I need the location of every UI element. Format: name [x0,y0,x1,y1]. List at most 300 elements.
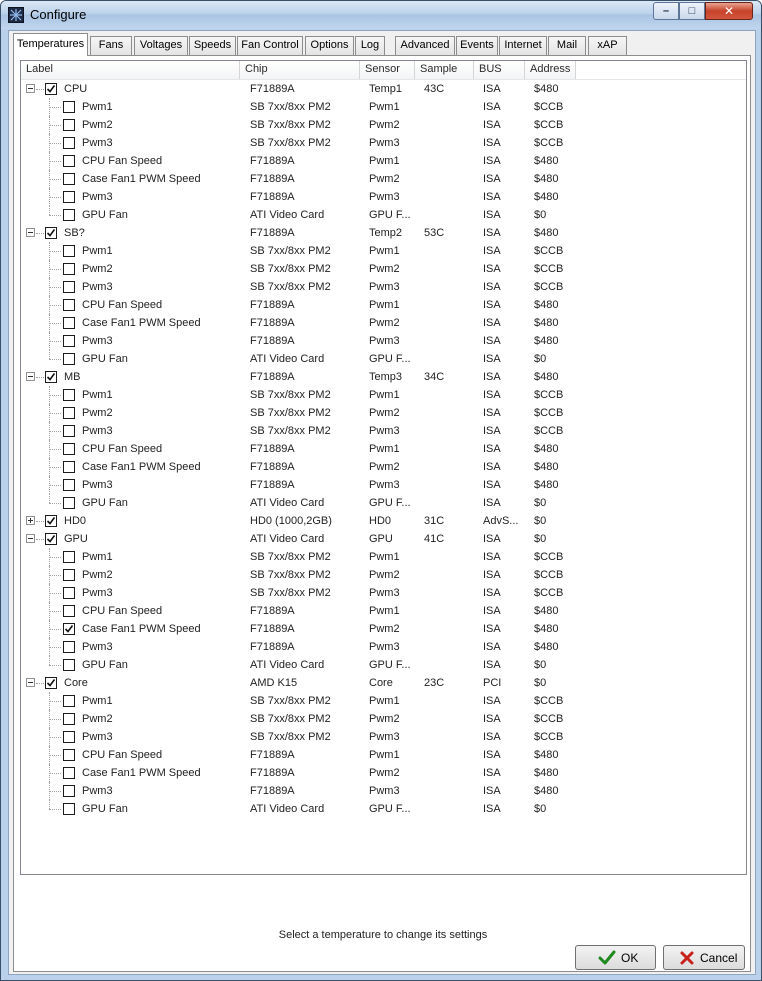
row-label: Pwm1 [82,101,113,113]
checkbox[interactable] [63,443,75,455]
table-row[interactable] [21,584,747,602]
cell-sensor: Pwm1 [369,245,400,257]
cell-chip: F71889A [250,767,295,779]
cell-sensor: Pwm1 [369,101,400,113]
cell-sensor: GPU F... [369,353,411,365]
cell-address: $480 [534,479,559,491]
cell-chip: F71889A [250,335,295,347]
tab-internet[interactable]: Internet [499,36,547,55]
cell-address: $0 [534,515,547,527]
cell-chip: ATI Video Card [250,497,325,509]
checkbox[interactable] [63,191,75,203]
collapse-icon[interactable] [26,534,35,543]
cell-bus: ISA [483,101,501,113]
checkmark-icon [46,534,56,544]
row-label: Core [64,677,88,689]
table-row[interactable] [21,116,747,134]
dialog-client [8,30,756,975]
cell-bus: ISA [483,479,501,491]
cell-sensor: Pwm1 [369,551,400,563]
table-row[interactable] [21,386,747,404]
table-row[interactable] [21,782,747,800]
cell-address: $480 [534,83,559,95]
checkbox[interactable] [63,461,75,473]
column-header-label[interactable]: Label [21,61,240,79]
checkbox[interactable] [45,227,57,239]
cell-sample: 41C [424,533,445,545]
checkbox[interactable] [63,425,75,437]
cell-sensor: Pwm2 [369,407,400,419]
cell-sensor: Pwm3 [369,281,400,293]
cell-bus: ISA [483,551,501,563]
checkbox[interactable] [63,263,75,275]
checkbox[interactable] [63,731,75,743]
cell-sensor: Pwm1 [369,443,400,455]
cell-chip: SB 7xx/8xx PM2 [250,695,331,707]
cell-chip: F71889A [250,785,295,797]
cell-address: $CCB [534,713,564,725]
cell-sensor: Pwm3 [369,479,400,491]
table-row[interactable] [21,800,747,818]
cell-sensor: GPU F... [369,209,411,221]
cell-bus: ISA [483,335,501,347]
cell-chip: F71889A [250,227,295,239]
cell-sensor: Pwm2 [369,119,400,131]
checkbox[interactable] [63,767,75,779]
group-row-mb[interactable] [21,368,747,386]
cell-chip: SB 7xx/8xx PM2 [250,281,331,293]
checkbox[interactable] [63,317,75,329]
column-header-bus[interactable]: BUS [474,61,525,79]
cell-address: $0 [534,533,547,545]
checkbox[interactable] [63,713,75,725]
table-row[interactable] [21,638,747,656]
cell-address: $480 [534,371,559,383]
cell-bus: ISA [483,299,501,311]
checkbox[interactable] [45,371,57,383]
cell-chip: F71889A [250,371,295,383]
row-label: Pwm3 [82,785,113,797]
cell-bus: ISA [483,227,501,239]
cell-sensor: Temp3 [369,371,403,383]
cell-address: $CCB [534,119,564,131]
cell-sensor: Temp1 [369,83,403,95]
cell-bus: ISA [483,155,501,167]
ok-button[interactable] [575,945,656,970]
cell-bus: ISA [483,803,501,815]
table-row[interactable] [21,476,747,494]
row-label: Pwm2 [82,407,113,419]
cell-address: $CCB [534,281,564,293]
tab-voltages[interactable]: Voltages [134,36,188,55]
cell-address: $CCB [534,551,564,563]
checkbox[interactable] [63,551,75,563]
ok-label: OK [621,951,639,965]
checkbox[interactable] [63,335,75,347]
row-label: GPU Fan [82,497,128,509]
cell-address: $0 [534,497,547,509]
checkbox[interactable] [63,101,75,113]
cell-sensor: GPU F... [369,803,411,815]
row-label: Pwm2 [82,713,113,725]
checkbox[interactable] [63,749,75,761]
cell-address: $CCB [534,587,564,599]
table-row[interactable] [21,170,747,188]
app-icon[interactable] [8,7,24,23]
collapse-icon[interactable] [26,84,35,93]
collapse-icon[interactable] [26,372,35,381]
table-row[interactable] [21,566,747,584]
cell-bus: ISA [483,119,501,131]
checkmark-icon [46,84,56,94]
group-row-core[interactable] [21,674,747,692]
checkbox[interactable] [63,353,75,365]
checkbox[interactable] [63,119,75,131]
cell-bus: ISA [483,83,501,95]
row-label: Pwm3 [82,425,113,437]
table-row[interactable] [21,656,747,674]
table-row[interactable] [21,602,747,620]
cell-sensor: Pwm3 [369,587,400,599]
table-row[interactable] [21,710,747,728]
cell-address: $0 [534,803,547,815]
cell-bus: ISA [483,749,501,761]
table-row[interactable] [21,620,747,638]
cell-sensor: Pwm1 [369,299,400,311]
cell-address: $0 [534,353,547,365]
table-row[interactable] [21,314,747,332]
cell-sensor: Pwm3 [369,191,400,203]
row-label: CPU [64,83,88,95]
checkbox[interactable] [63,785,75,797]
row-label: Case Fan1 PWM Speed [82,461,201,473]
checkbox[interactable] [63,173,75,185]
checkbox[interactable] [63,137,75,149]
cell-address: $480 [534,785,559,797]
checkbox[interactable] [45,677,57,689]
cell-address: $480 [534,155,559,167]
cell-bus: ISA [483,587,501,599]
group-row-hd0[interactable] [21,512,747,530]
table-row[interactable] [21,422,747,440]
cell-address: $CCB [534,407,564,419]
cell-chip: F71889A [250,83,295,95]
cell-chip: SB 7xx/8xx PM2 [250,407,331,419]
cell-address: $CCB [534,245,564,257]
table-row[interactable] [21,458,747,476]
cell-address: $CCB [534,137,564,149]
cell-address: $0 [534,677,547,689]
table-row[interactable] [21,728,747,746]
column-header-sensor[interactable]: Sensor [360,61,415,79]
row-label: GPU Fan [82,659,128,671]
cell-address: $0 [534,209,547,221]
checkbox[interactable] [63,479,75,491]
cell-address: $480 [534,641,559,653]
checkbox[interactable] [45,515,57,527]
checkbox[interactable] [63,209,75,221]
row-label: MB [64,371,81,383]
cell-chip: F71889A [250,443,295,455]
table-row[interactable] [21,404,747,422]
table-row[interactable] [21,494,747,512]
temperatures-panel [13,55,751,972]
cell-chip: F71889A [250,191,295,203]
column-header-sample[interactable]: Sample [415,61,474,79]
row-label: Case Fan1 PWM Speed [82,173,201,185]
cell-chip: F71889A [250,173,295,185]
cell-chip: F71889A [250,317,295,329]
cell-chip: ATI Video Card [250,803,325,815]
cell-address: $0 [534,659,547,671]
cell-chip: SB 7xx/8xx PM2 [250,263,331,275]
tab-log[interactable]: Log [355,36,385,55]
cell-sensor: Pwm3 [369,641,400,653]
checkbox[interactable] [63,659,75,671]
checkbox[interactable] [63,641,75,653]
cell-chip: SB 7xx/8xx PM2 [250,389,331,401]
tab-temperatures[interactable]: Temperatures [13,33,88,56]
row-label: CPU Fan Speed [82,155,163,167]
cell-chip: ATI Video Card [250,353,325,365]
cell-sample: 34C [424,371,445,383]
cell-address: $480 [534,461,559,473]
checkbox[interactable] [63,605,75,617]
checkmark-icon [46,516,56,526]
table-row[interactable] [21,350,747,368]
cell-bus: ISA [483,191,501,203]
row-label: SB? [64,227,85,239]
cell-bus: PCI [483,677,502,689]
cell-bus: ISA [483,137,501,149]
table-row[interactable] [21,746,747,764]
cell-address: $CCB [534,425,564,437]
checkbox[interactable] [45,533,57,545]
cell-sensor: Temp2 [369,227,403,239]
cell-bus: ISA [483,569,501,581]
tab-xap[interactable]: xAP [588,36,627,55]
checkbox[interactable] [63,155,75,167]
checkbox[interactable] [63,299,75,311]
column-header-address[interactable]: Address [525,61,576,79]
cell-bus: ISA [483,731,501,743]
cell-bus: ISA [483,533,501,545]
checkbox[interactable] [63,623,75,635]
close-icon: ✕ [723,4,735,18]
cell-address: $480 [534,173,559,185]
cell-sensor: Pwm1 [369,389,400,401]
cell-chip: F71889A [250,605,295,617]
table-row[interactable] [21,260,747,278]
cell-address: $480 [534,767,559,779]
checkbox[interactable] [63,281,75,293]
table-row[interactable] [21,764,747,782]
checkbox[interactable] [63,245,75,257]
cell-bus: ISA [483,353,501,365]
minimize-button[interactable] [653,2,679,20]
table-row[interactable] [21,692,747,710]
checkbox[interactable] [63,389,75,401]
cell-sensor: GPU F... [369,659,411,671]
cell-bus: ISA [483,641,501,653]
cell-chip: SB 7xx/8xx PM2 [250,587,331,599]
cell-bus: ISA [483,407,501,419]
cell-chip: F71889A [250,749,295,761]
checkbox[interactable] [63,497,75,509]
cell-sensor: Pwm2 [369,263,400,275]
cell-address: $480 [534,605,559,617]
group-row-cpu[interactable] [21,80,747,98]
table-row[interactable] [21,440,747,458]
cell-bus: ISA [483,623,501,635]
cell-chip: SB 7xx/8xx PM2 [250,245,331,257]
checkmark-icon [46,228,56,238]
checkbox[interactable] [63,569,75,581]
cell-sensor: Pwm2 [369,569,400,581]
column-header-chip[interactable]: Chip [240,61,360,79]
cell-sensor: Pwm3 [369,335,400,347]
table-row[interactable] [21,278,747,296]
table-row[interactable] [21,296,747,314]
group-row-sb[interactable] [21,224,747,242]
cell-bus: ISA [483,425,501,437]
table-row[interactable] [21,98,747,116]
table-row[interactable] [21,242,747,260]
cell-bus: ISA [483,443,501,455]
cell-address: $CCB [534,695,564,707]
checkbox[interactable] [45,83,57,95]
maximize-icon: □ [688,5,696,17]
cell-sensor: Pwm3 [369,137,400,149]
cell-chip: F71889A [250,641,295,653]
cell-chip: SB 7xx/8xx PM2 [250,713,331,725]
table-row[interactable] [21,548,747,566]
ok-check-icon [598,950,616,966]
status-text: Select a temperature to change its settings [278,929,488,941]
row-label: Pwm1 [82,245,113,257]
cell-address: $480 [534,335,559,347]
cell-chip: SB 7xx/8xx PM2 [250,137,331,149]
cell-bus: ISA [483,173,501,185]
tab-speeds[interactable]: Speeds [189,36,236,55]
cell-sample: 43C [424,83,445,95]
row-label: GPU [64,533,88,545]
checkbox[interactable] [63,695,75,707]
cell-chip: SB 7xx/8xx PM2 [250,425,331,437]
title-bar[interactable] [1,1,761,29]
cell-sensor: Pwm3 [369,731,400,743]
cell-chip: ATI Video Card [250,209,325,221]
cell-chip: F71889A [250,479,295,491]
cell-sample: 23C [424,677,445,689]
checkmark-icon [64,624,74,634]
cell-chip: SB 7xx/8xx PM2 [250,569,331,581]
cell-bus: ISA [483,389,501,401]
collapse-icon[interactable] [26,228,35,237]
maximize-button[interactable] [679,2,705,20]
cancel-button[interactable] [663,945,745,970]
cell-chip: SB 7xx/8xx PM2 [250,101,331,113]
group-row-gpu[interactable] [21,530,747,548]
cell-chip: F71889A [250,461,295,473]
cell-sensor: Pwm2 [369,767,400,779]
cell-address: $CCB [534,569,564,581]
row-label: Pwm2 [82,119,113,131]
cell-chip: F71889A [250,155,295,167]
list-header [21,61,747,80]
checkmark-icon [46,372,56,382]
cell-bus: ISA [483,767,501,779]
cell-chip: HD0 (1000,2GB) [250,515,332,527]
row-label: Pwm3 [82,587,113,599]
cell-bus: ISA [483,281,501,293]
cell-address: $CCB [534,101,564,113]
tab-events[interactable]: Events [456,36,498,55]
sensor-list[interactable] [20,60,747,875]
tab-advanced[interactable]: Advanced [395,36,455,55]
cell-bus: ISA [483,209,501,221]
cell-sensor: Pwm2 [369,713,400,725]
cell-chip: F71889A [250,299,295,311]
checkbox[interactable] [63,803,75,815]
row-label: Pwm3 [82,137,113,149]
table-row[interactable] [21,206,747,224]
minimize-icon: – [662,5,670,17]
cell-sensor: GPU F... [369,497,411,509]
close-button[interactable] [705,2,753,20]
row-label: Pwm3 [82,281,113,293]
table-row[interactable] [21,134,747,152]
cell-sensor: Core [369,677,393,689]
cell-chip: F71889A [250,623,295,635]
row-label: Case Fan1 PWM Speed [82,623,201,635]
cell-bus: ISA [483,497,501,509]
table-row[interactable] [21,332,747,350]
cell-chip: SB 7xx/8xx PM2 [250,731,331,743]
cell-sensor: Pwm2 [369,461,400,473]
table-row[interactable] [21,152,747,170]
cancel-x-icon [679,950,695,966]
tab-fans[interactable]: Fans [90,36,132,55]
cell-bus: ISA [483,659,501,671]
checkbox[interactable] [63,587,75,599]
cell-sample: 31C [424,515,445,527]
tab-options[interactable]: Options [305,36,354,55]
row-label: Pwm3 [82,479,113,491]
tab-mail[interactable]: Mail [548,36,586,55]
cell-sensor: Pwm2 [369,623,400,635]
row-label: Case Fan1 PWM Speed [82,767,201,779]
table-row[interactable] [21,188,747,206]
collapse-icon[interactable] [26,678,35,687]
window-title: Configure [30,7,87,22]
checkbox[interactable] [63,407,75,419]
row-label: HD0 [64,515,87,527]
row-label: Pwm3 [82,641,113,653]
expand-icon[interactable] [26,516,35,525]
row-label: Pwm3 [82,731,113,743]
row-label: GPU Fan [82,353,128,365]
tab-fan-control[interactable]: Fan Control [237,36,303,55]
cell-address: $480 [534,623,559,635]
row-label: CPU Fan Speed [82,749,163,761]
cell-bus: ISA [483,245,501,257]
cell-bus: ISA [483,695,501,707]
cell-sensor: Pwm3 [369,425,400,437]
cell-address: $480 [534,749,559,761]
cell-bus: ISA [483,785,501,797]
row-label: Pwm1 [82,695,113,707]
